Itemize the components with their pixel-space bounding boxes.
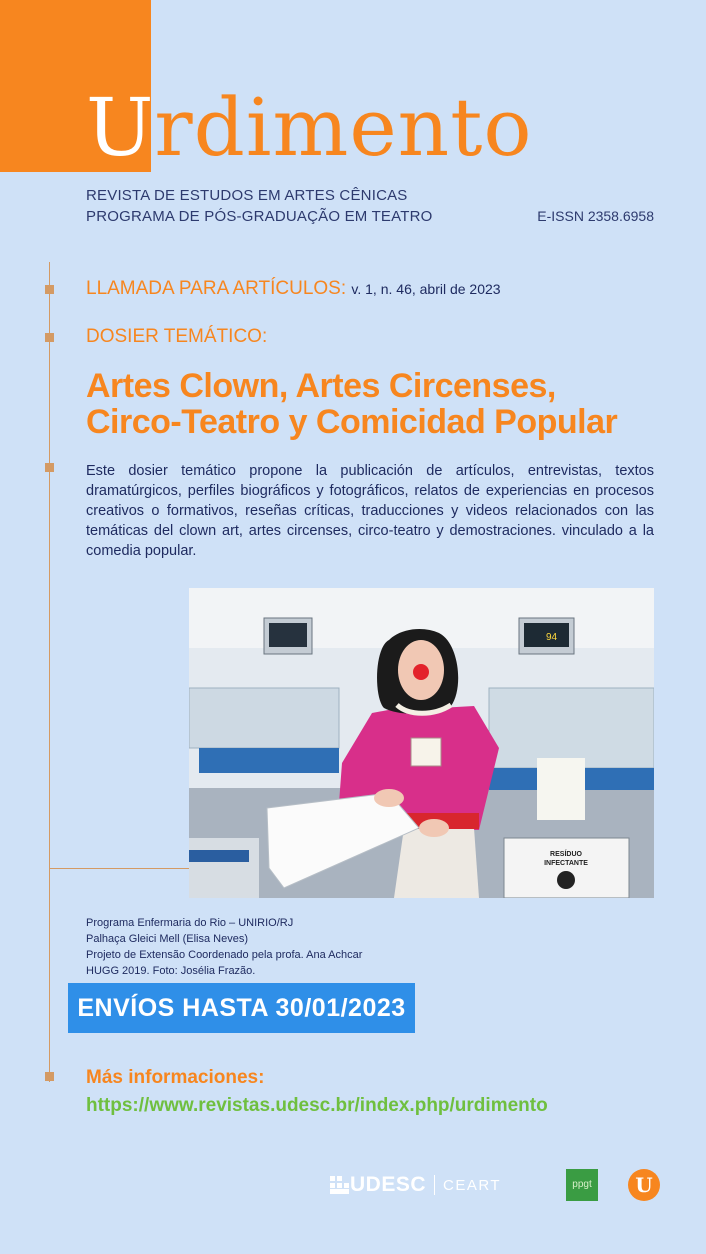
call-detail: v. 1, n. 46, abril de 2023 [351, 281, 501, 297]
photo-connector-rule [49, 868, 189, 869]
udesc-ceart-logo [330, 1172, 501, 1198]
photo-credits: Programa Enfermaria do Rio – UNIRIO/RJ Palhaça Gleici Mell (Elisa Neves) Projeto de Extensão Coordenado pela profa. Ana Achcar HUGG 2019. Foto: Josélia Frazão. [86, 917, 363, 977]
bullet-call [45, 285, 54, 294]
logo-divider [434, 1175, 435, 1195]
ceart-wordmark: CEART [443, 1176, 502, 1194]
more-info-label: Más informaciones: [86, 1067, 265, 1088]
udesc-wordmark: UDESC [350, 1173, 427, 1196]
ppgt-logo: ppgt [566, 1169, 598, 1201]
journal-url-link[interactable]: https://www.revistas.udesc.br/index.php/urdimento [86, 1095, 548, 1116]
issn-label: E-ISSN 2358.6958 [537, 208, 654, 224]
dossier-title: Artes Clown, Artes Circenses, Circo-Teatro y Comicidad Popular [86, 367, 618, 441]
monitor-readout: 94 [546, 632, 558, 643]
call-for-papers [86, 278, 501, 300]
dossier-description: Este dosier temático propone la publicación de artículos, entrevistas, textos dramatúrgicos, perfiles biográficos y fotográficos, relatos de experiencias en procesos creativos o formativos, reseñas críticas, traducciones y videos relacionados con las temáticas del clown art, artes circenses, circo-teatro y demostraciones. vinculado a la comedia popular. [86, 463, 654, 559]
bullet-description [45, 463, 54, 472]
bin-label-line2: INFECTANTE [544, 860, 588, 867]
call-label: LLAMADA PARA ARTÍCULOS: [86, 278, 347, 299]
udesc-mark-icon [330, 1176, 350, 1194]
bin-label-line1: RESÍDUO [550, 851, 582, 858]
subtitle-journal: REVISTA DE ESTUDOS EM ARTES CÊNICAS [86, 187, 408, 204]
bullet-info [45, 1072, 54, 1081]
urdimento-u-logo: U [628, 1169, 660, 1201]
clown-photo [189, 588, 654, 898]
dossier-label: DOSIER TEMÁTICO: [86, 326, 268, 347]
bullet-dossier [45, 333, 54, 342]
subtitle-program: PROGRAMA DE PÓS-GRADUAÇÃO EM TEATRO [86, 208, 433, 225]
timeline-rule [49, 262, 50, 1082]
deadline-banner: ENVÍOS HASTA 30/01/2023 [68, 983, 415, 1033]
journal-logo: Urdimento [86, 81, 533, 174]
